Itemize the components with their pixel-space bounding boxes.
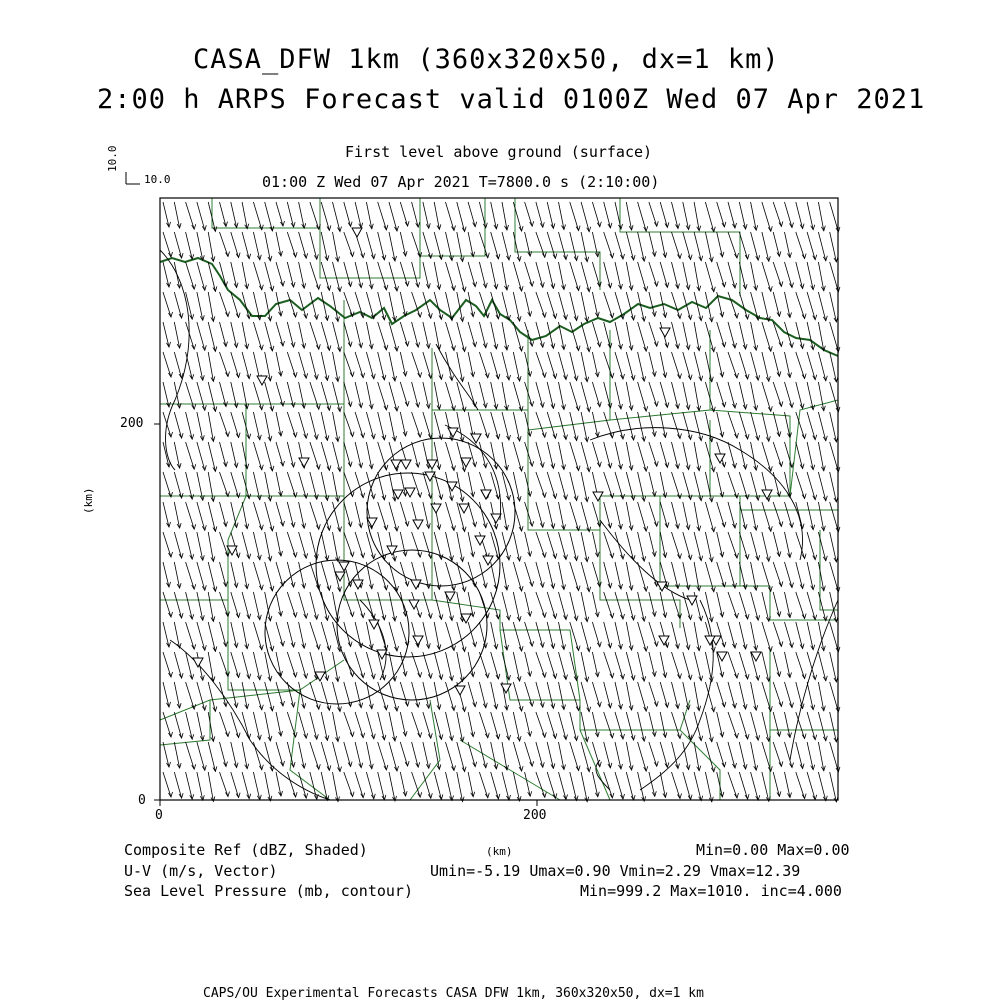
y-tick-label-0: 0 — [138, 793, 146, 808]
legend-field1-name: Composite Ref (dBZ, Shaded) — [124, 841, 368, 859]
vector-key-horizontal-label: 10.0 — [144, 173, 171, 186]
title-line-1: CASA_DFW 1km (360x320x50, dx=1 km) — [193, 44, 780, 75]
legend-field3-name: Sea Level Pressure (mb, contour) — [124, 882, 413, 900]
legend-field1-stats: Min=0.00 Max=0.00 — [696, 841, 850, 859]
x-axis-label: (km) — [486, 845, 513, 858]
legend-field3-stats: Min=999.2 Max=1010. inc=4.000 — [580, 882, 842, 900]
valid-time-label: 01:00 Z Wed 07 Apr 2021 T=7800.0 s (2:10:00) — [262, 173, 660, 191]
legend-field2-name: U-V (m/s, Vector) — [124, 862, 278, 880]
y-axis-label: (km) — [82, 487, 95, 514]
state-boundary-line — [160, 258, 838, 356]
wind-vectors — [163, 202, 840, 802]
station-markers — [193, 228, 772, 695]
x-tick-label-200: 200 — [523, 808, 547, 823]
title-line-2: 2:00 h ARPS Forecast valid 0100Z Wed 07 Apr 2021 — [97, 84, 926, 115]
y-tick-label-200: 200 — [120, 416, 144, 431]
x-tick-label-0: 0 — [155, 808, 163, 823]
vector-key-vertical-label: 10.0 — [106, 145, 119, 172]
vector-key-arrow — [126, 172, 140, 184]
legend-field2-stats: Umin=-5.19 Umax=0.90 Vmin=2.29 Vmax=12.39 — [430, 862, 801, 880]
level-label: First level above ground (surface) — [345, 143, 653, 161]
footer-credit: CAPS/OU Experimental Forecasts CASA DFW 1km, 360x320x50, dx=1 km — [203, 986, 704, 1001]
